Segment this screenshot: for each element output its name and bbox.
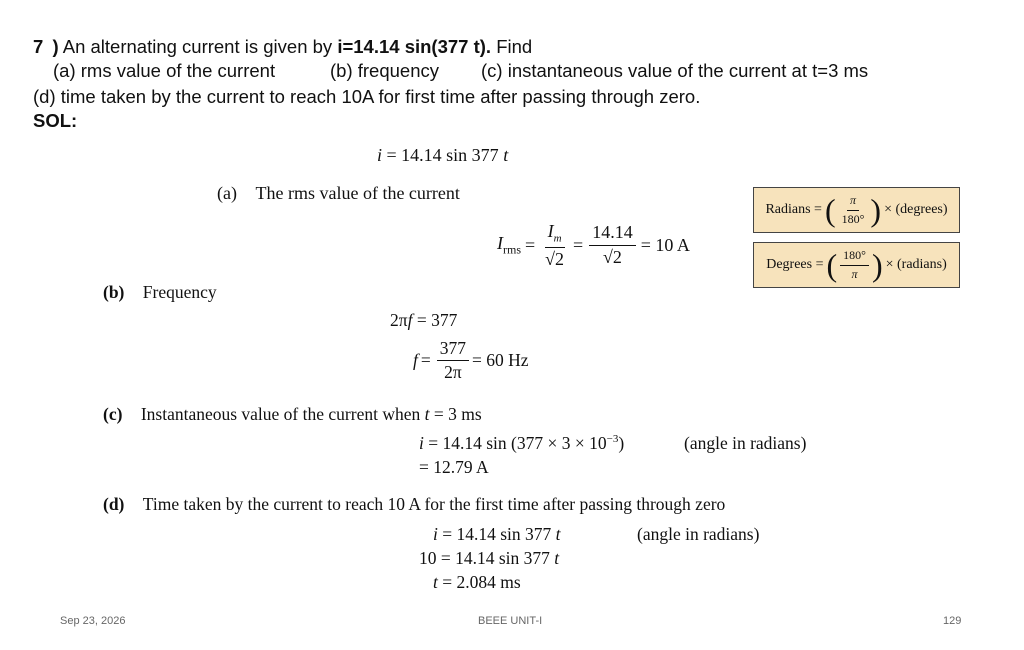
given-t: t xyxy=(503,145,509,165)
time-l1-t: t xyxy=(555,524,561,544)
radians-conversion-box xyxy=(753,187,960,233)
footer-page-number: 129 xyxy=(943,615,962,627)
part-a-title: The rms value of the current xyxy=(255,183,460,203)
freq-l2-eq: = xyxy=(420,350,431,371)
time-l2-t: t xyxy=(554,548,560,568)
sol-label: SOL: xyxy=(33,110,78,131)
time-l2-rhs: = 14.14 sin 377 xyxy=(440,548,550,568)
frequency-line-2 xyxy=(413,339,529,383)
radians-den: 180° xyxy=(841,211,865,226)
instantaneous-line-2: = 12.79 A xyxy=(419,457,489,477)
time-l2-lhs: 10 xyxy=(419,548,437,568)
time-line-2 xyxy=(419,548,559,569)
question-part-a: (a) rms value of the current xyxy=(53,60,276,81)
inst-l1-close: ) xyxy=(618,433,625,453)
freq-l2-rhs: = 60 Hz xyxy=(472,350,529,371)
rms-fraction-1 xyxy=(542,222,567,269)
time-l1-lhs: i xyxy=(433,524,438,544)
part-a-label: (a) xyxy=(217,183,237,203)
freq-l1-lhs: 2π xyxy=(390,310,408,330)
degrees-open-paren: ( xyxy=(826,247,838,283)
freq-l1-rhs: = 377 xyxy=(416,310,458,330)
frequency-line-1 xyxy=(390,310,457,331)
radians-num: π xyxy=(847,194,859,210)
question-paren: ) xyxy=(52,36,59,57)
question-line-1 xyxy=(33,34,532,59)
time-line-3 xyxy=(433,572,521,593)
question-intro: An alternating current is given by xyxy=(62,36,333,57)
degrees-num: 180° xyxy=(840,249,869,265)
freq-l1-f: f xyxy=(407,310,413,330)
rms-lhs-var: I xyxy=(497,233,503,254)
radians-rhs: × (degrees) xyxy=(884,202,948,217)
time-l3-lhs: t xyxy=(433,572,438,592)
part-c-title: Instantaneous value of the current when xyxy=(140,404,421,424)
time-l3-rhs: = 2.084 ms xyxy=(442,572,521,592)
time-l1-note: (angle in radians) xyxy=(637,524,760,544)
part-a-heading xyxy=(217,183,460,204)
inst-l1-note: (angle in radians) xyxy=(684,433,807,453)
part-d-title: Time taken by the current to reach 10 A for the first time after passing through zero xyxy=(142,494,726,514)
given-equation xyxy=(377,145,508,166)
question-part-d: (d) time taken by the current to reach 10A for first time after passing through zero. xyxy=(33,86,701,107)
question-part-b: (b) frequency xyxy=(330,60,439,81)
inst-l1-rhs: = 14.14 sin (377 × 3 × 10 xyxy=(428,433,607,453)
question-number: 7 xyxy=(33,36,44,57)
rms-lhs-sub: rms xyxy=(503,243,521,258)
rms-f2-num: 14.14 xyxy=(589,223,636,246)
question-equation: i=14.14 sin(377 t). xyxy=(337,36,492,57)
degrees-lhs: Degrees = xyxy=(766,257,824,272)
degrees-den: π xyxy=(851,266,858,281)
time-l1-rhs: = 14.14 sin 377 xyxy=(442,524,552,544)
part-b-heading xyxy=(103,282,217,303)
part-c-label: (c) xyxy=(103,404,123,424)
freq-frac-den: 2π xyxy=(444,362,462,383)
rms-f1-den: √2 xyxy=(545,248,565,269)
rms-f1-num-sub: m xyxy=(553,232,562,245)
inst-l1-lhs: i xyxy=(419,433,424,453)
given-rhs: = 14.14 sin 377 xyxy=(386,145,499,165)
time-line-1 xyxy=(433,524,561,545)
radians-lhs: Radians = xyxy=(765,202,822,217)
radians-open-paren: ( xyxy=(824,192,836,228)
rms-f2-den: √2 xyxy=(603,247,622,268)
part-b-label: (b) xyxy=(103,282,125,302)
part-d-heading xyxy=(103,494,725,515)
question-find: Find xyxy=(496,36,533,57)
frequency-fraction xyxy=(437,339,469,383)
freq-l2-lhs: f xyxy=(413,350,418,371)
part-c-title-t: t xyxy=(424,404,430,424)
rms-eq1: = xyxy=(525,235,536,256)
degrees-close-paren: ) xyxy=(871,247,883,283)
rms-result: = 10 A xyxy=(640,235,690,256)
part-c-heading xyxy=(103,404,482,425)
degrees-rhs: × (radians) xyxy=(885,257,947,272)
freq-frac-num: 377 xyxy=(437,339,469,361)
rms-f1-num: I xyxy=(547,221,554,241)
instantaneous-line-1 xyxy=(419,433,624,454)
radians-fraction xyxy=(839,194,868,225)
degrees-fraction xyxy=(840,249,869,280)
rms-fraction-2 xyxy=(589,223,636,268)
part-d-label: (d) xyxy=(103,494,125,514)
footer-date: Sep 23, 2026 xyxy=(60,615,126,627)
rms-eq2: = xyxy=(573,235,584,256)
part-c-title-val: = 3 ms xyxy=(433,404,482,424)
inst-l1-exp: −3 xyxy=(606,433,619,446)
degrees-conversion-box xyxy=(753,242,960,288)
given-lhs: i xyxy=(377,145,383,165)
rms-equation xyxy=(497,222,690,269)
part-b-title: Frequency xyxy=(142,282,217,302)
footer-title: BEEE UNIT-I xyxy=(478,615,543,627)
question-part-c: (c) instantaneous value of the current at t=3 ms xyxy=(481,60,869,81)
radians-close-paren: ) xyxy=(870,192,882,228)
